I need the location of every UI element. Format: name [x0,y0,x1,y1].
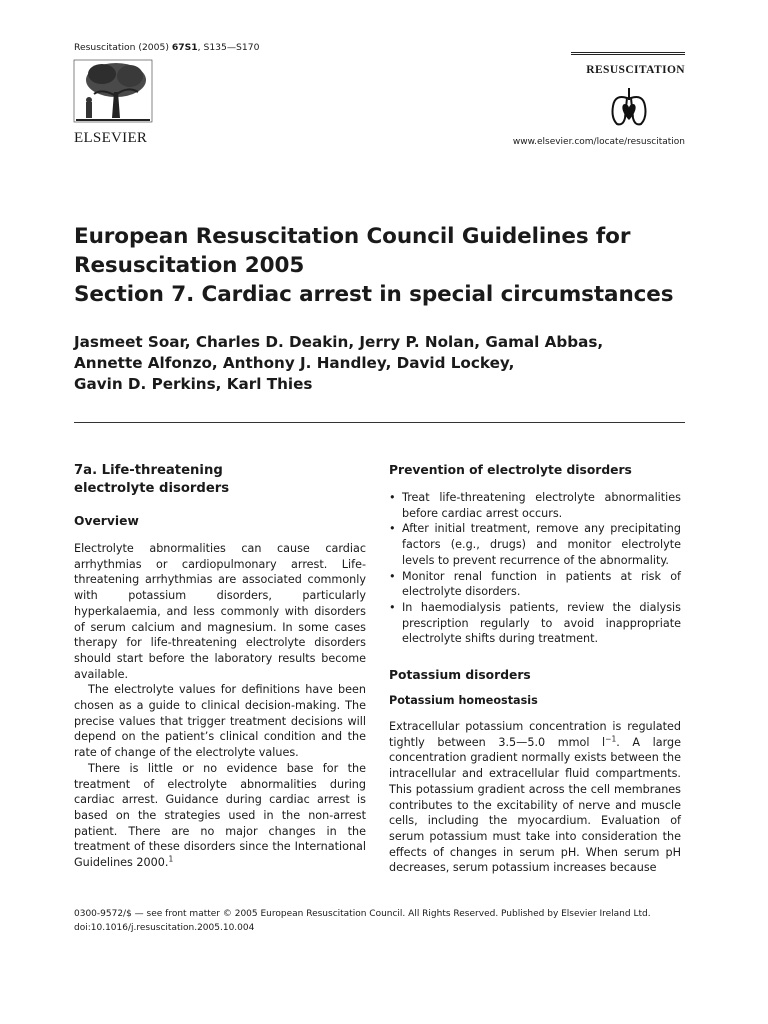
title-line: Section 7. Cardiac arrest in special circumstances [74,282,674,307]
unit-superscript: −1 [605,734,617,743]
authors-line: Annette Alfonzo, Anthony J. Handley, David Lockey, [74,354,515,372]
potassium-heading: Potassium disorders [389,668,531,683]
prevention-list [389,490,681,647]
right-column [389,462,681,876]
prevention-heading: Prevention of electrolyte disorders [389,463,632,477]
list-item: • In haemodialysis patients, review the dialysis prescription regularly to avoid inappropriate electrolyte shifts during treatment. [389,600,681,647]
title-line: Resuscitation 2005 [74,253,305,278]
list-item: • Monitor renal function in patients at risk of electrolyte disorders. [389,569,681,600]
header-divider [74,422,685,423]
journal-masthead [571,52,685,131]
paragraph: Electrolyte abnormalities can cause cardiac arrhythmias or cardiopulmonary arrest. Life-threatening arrhythmias are associated commonly with potassium disorders, particularly hyperkalaemia, and less commonly with disorders of serum calcium and magnesium. In some cases therapy for life-threatening electrolyte disorders should start before the laboratory results become available. [74,542,366,681]
elsevier-tree-logo [72,58,154,128]
paragraph [389,719,681,876]
journal-name: RESUSCITATION [586,64,685,76]
list-item: • Treat life-threatening electrolyte abnormalities before cardiac arrest occurs. [389,490,681,521]
publisher-name: ELSEVIER [74,130,148,146]
paragraph-text: There is little or no evidence base for the treatment of electrolyte abnormalities during cardiac arrest. Guidance during cardiac arrest is based on the strategies used in the non-arrest patient. There are no major changes in the treatment of these disorders since the International Guidelines 2000. [74,761,366,870]
paragraph-text: Extracellular potassium concentration is regulated tightly between 3.5—5.0 mmol l [389,720,681,749]
homeostasis-heading: Potassium homeostasis [389,694,538,708]
article-title [74,222,694,309]
authors-line: Gavin D. Perkins, Karl Thies [74,375,313,393]
doi-line[interactable]: doi:10.1016/j.resuscitation.2005.10.004 [74,922,255,933]
citation-pages: , S135—S170 [197,42,260,53]
paragraph: The electrolyte values for definitions have been chosen as a guide to clinical decision-making. The precise values that trigger treatment decisions will depend on the patient’s clinical condition and the rate of change of the electrolyte values. [74,683,366,760]
reference-link[interactable]: 1 [168,854,174,864]
overview-heading: Overview [74,514,139,528]
page-footer [74,908,685,935]
left-column [74,462,366,871]
copyright-line: 0300-9572/$ — see front matter © 2005 European Resuscitation Council. All Rights Reserved. Published by Elsevier Ireland Ltd. [74,909,651,919]
title-line: European Resuscitation Council Guidelines for [74,224,631,249]
section-heading: 7a. Life-threatening electrolyte disorders [74,463,230,496]
citation-prefix: Resuscitation (2005) [74,42,172,53]
author-list [74,332,694,395]
lungs-heart-emblem [607,84,651,128]
journal-url[interactable]: www.elsevier.com/locate/resuscitation [512,137,685,147]
paragraph-text: . A large concentration gradient normally exists between the intracellular and extracellular fluid compartments. This potassium gradient across the cell membranes contributes to the excitability of nerve and muscle cells, including the myocardium. Evaluation of serum potassium must take into consideration the effects of changes in serum pH. When serum pH decreases, serum potassium increases because [389,735,681,875]
list-item: • After initial treatment, remove any precipitating factors (e.g., drugs) and monitor electrolyte levels to prevent recurrence of the abnormality. [389,521,681,568]
journal-citation [74,42,259,53]
authors-line: Jasmeet Soar, Charles D. Deakin, Jerry P. Nolan, Gamal Abbas, [74,333,604,351]
paragraph [74,761,366,871]
citation-volume: 67S1 [171,42,198,53]
